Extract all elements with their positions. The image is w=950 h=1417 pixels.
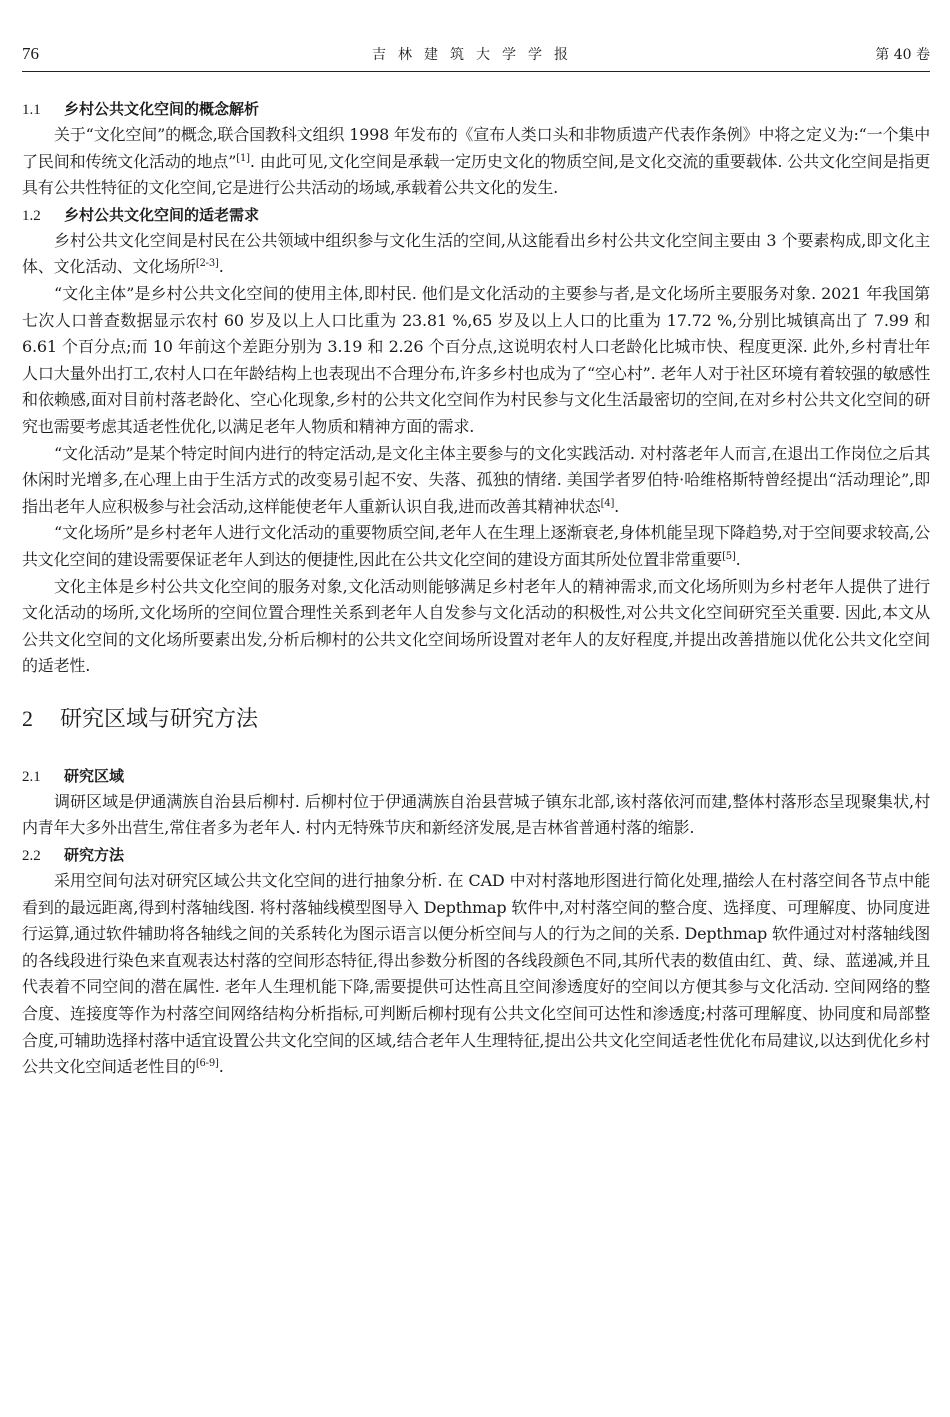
- header-rule: [22, 71, 930, 72]
- article-body: [22, 96, 930, 1081]
- body-paragraph: 调研区域是伊通满族自治县后柳村. 后柳村位于伊通满族自治县营城子镇东北部,该村落依河而建,整体村落形态呈现聚集状,村内青年大多外出营生,常住者多为老年人. 村内无特殊节庆和新经济发展,是吉林省普通村落的缩影.: [22, 791, 930, 838]
- heading-number: 1.1: [22, 102, 41, 118]
- heading-title: 研究方法: [64, 846, 125, 865]
- heading-title: 乡村公共文化空间的适老需求: [64, 205, 260, 224]
- section-heading: [22, 704, 930, 735]
- heading-number: 2.2: [22, 848, 41, 865]
- volume-label: 第 40 卷: [875, 47, 930, 63]
- body-paragraph: 关于“文化空间”的概念,联合国教科文组织 1998 年发布的《宣布人类口头和非物质遗产代表作条例》中将之定义为:“一个集中了民间和传统文化活动的地点”[1]. 由此可见,文化空间是承载一定历史文化的物质空间,是文化交流的重要载体. 公共文化空间是指更具有公共性特征的文化空间,它是进行公共活动的场域,承载着公共文化的发生.: [22, 125, 930, 198]
- heading-title: 乡村公共文化空间的概念解析: [64, 100, 260, 118]
- body-paragraph: “文化主体”是乡村公共文化空间的使用主体,即村民. 他们是文化活动的主要参与者,是文化场所主要服务对象. 2021 年我国第七次人口普查数据显示农村 60 岁及以上人口比重为 23.81 %,65 岁及以上人口的比重为 17.72 %,分别比城镇高出了 7.99 和 6.61 个百分点;而 10 年前这个差距分别为 3.19 和 2.26 个百分点,这说明农村人口老龄化比城市快、程度更深. 此外,乡村青壮年人口大量外出打工,农村人口在年龄结构上也表现出不合理分布,许多乡村也成为了“空心村”. 老年人对于社区环境有着较强的敏感性和依赖感,面对目前村落老龄化、空心化现象,乡村的公共文化空间作为村民参与文化生活最密切的空间,在对乡村公共文化空间的研究也需要考虑其适老性优化,以满足老年人物质和精神方面的需求.: [22, 283, 930, 436]
- heading-title: 研究区域: [64, 766, 125, 785]
- heading-number: 1.2: [22, 207, 41, 224]
- page-number: 76: [22, 44, 39, 63]
- body-paragraph: 采用空间句法对研究区域公共文化空间的进行抽象分析. 在 CAD 中对村落地形图进行简化处理,描绘人在村落空间各节点中能看到的最远距离,得到村落轴线图. 将村落轴线模型图导入 Depthmap 软件中,对村落空间的整合度、选择度、可理解度、协同度进行运算,通过软件辅助将各轴线之间的关系转化为图示语言以便分析空间与人的行为之间的关系. Depthmap 软件通过对村落轴线图的各线段进行染色来直观表达村落的空间形态特征,得出参数分析图的各线段颜色不同,其所代表的数值由红、黄、绿、蓝递减,并且代表着不同空间的潜在属性. 老年人生理机能下降,需要提供可达性高且空间渗透度好的空间以方便其参与文化活动. 空间网络的整合度、连接度等作为村落空间网络结构分析指标,可判断后柳村现有公共文化空间可达性和渗透度;村落可理解度、协同度和局部整合度,可辅助选择村落中适宜设置公共文化空间的区域,结合老年人生理特征,提出公共文化空间适老性优化布局建议,以达到优化乡村公共文化空间适老性目的[6-9].: [22, 871, 930, 1077]
- body-paragraph: 乡村公共文化空间是村民在公共领域中组织参与文化生活的空间,从这能看出乡村公共文化空间主要由 3 个要素构成,即文化主体、文化活动、文化场所[2-3].: [22, 230, 930, 277]
- citation-ref: [2-3]: [195, 258, 219, 270]
- body-paragraph: “文化活动”是某个特定时间内进行的特定活动,是文化主体主要参与的文化实践活动. 对村落老年人而言,在退出工作岗位之后其休闲时光增多,在心理上由于生活方式的改变易引起不安、失落、孤独的情绪. 美国学者罗伯特·哈维格斯特曾经提出“活动理论”,即指出老年人应积极参与社会活动,这样能使老年人重新认识自我,进而改善其精神状态[4].: [22, 443, 930, 516]
- subsection-heading: [22, 202, 930, 228]
- citation-ref: [5]: [722, 550, 736, 562]
- citation-ref: [1]: [236, 152, 250, 164]
- citation-ref: [4]: [600, 497, 615, 509]
- heading-number: 2.1: [22, 768, 41, 785]
- subsection-heading: [22, 763, 930, 789]
- journal-title: 吉林建筑大学学报: [372, 47, 580, 63]
- page-header: [22, 44, 930, 66]
- body-paragraph: 文化主体是乡村公共文化空间的服务对象,文化活动则能够满足乡村老年人的精神需求,而文化场所则为乡村老年人提供了进行文化活动的场所,文化场所的空间位置合理性关系到老年人自发参与文化活动的积极性,对公共文化空间研究至关重要. 因此,本文从公共文化空间的文化场所要素出发,分析后柳村的公共文化空间场所设置对老年人的友好程度,并提出改善措施以优化公共文化空间的适老性.: [22, 576, 930, 676]
- subsection-heading: [22, 96, 930, 122]
- citation-ref: [6-9]: [195, 1058, 219, 1070]
- subsection-heading: [22, 842, 930, 868]
- body-paragraph: “文化场所”是乡村老年人进行文化活动的重要物质空间,老年人在生理上逐渐衰老,身体机能呈现下降趋势,对于空间要求较高,公共文化空间的建设需要保证老年人到达的便捷性,因此在公共文化空间的建设方面其所处位置非常重要[5].: [22, 523, 930, 569]
- heading-number: 2: [22, 705, 33, 731]
- heading-title: 研究区域与研究方法: [60, 706, 259, 732]
